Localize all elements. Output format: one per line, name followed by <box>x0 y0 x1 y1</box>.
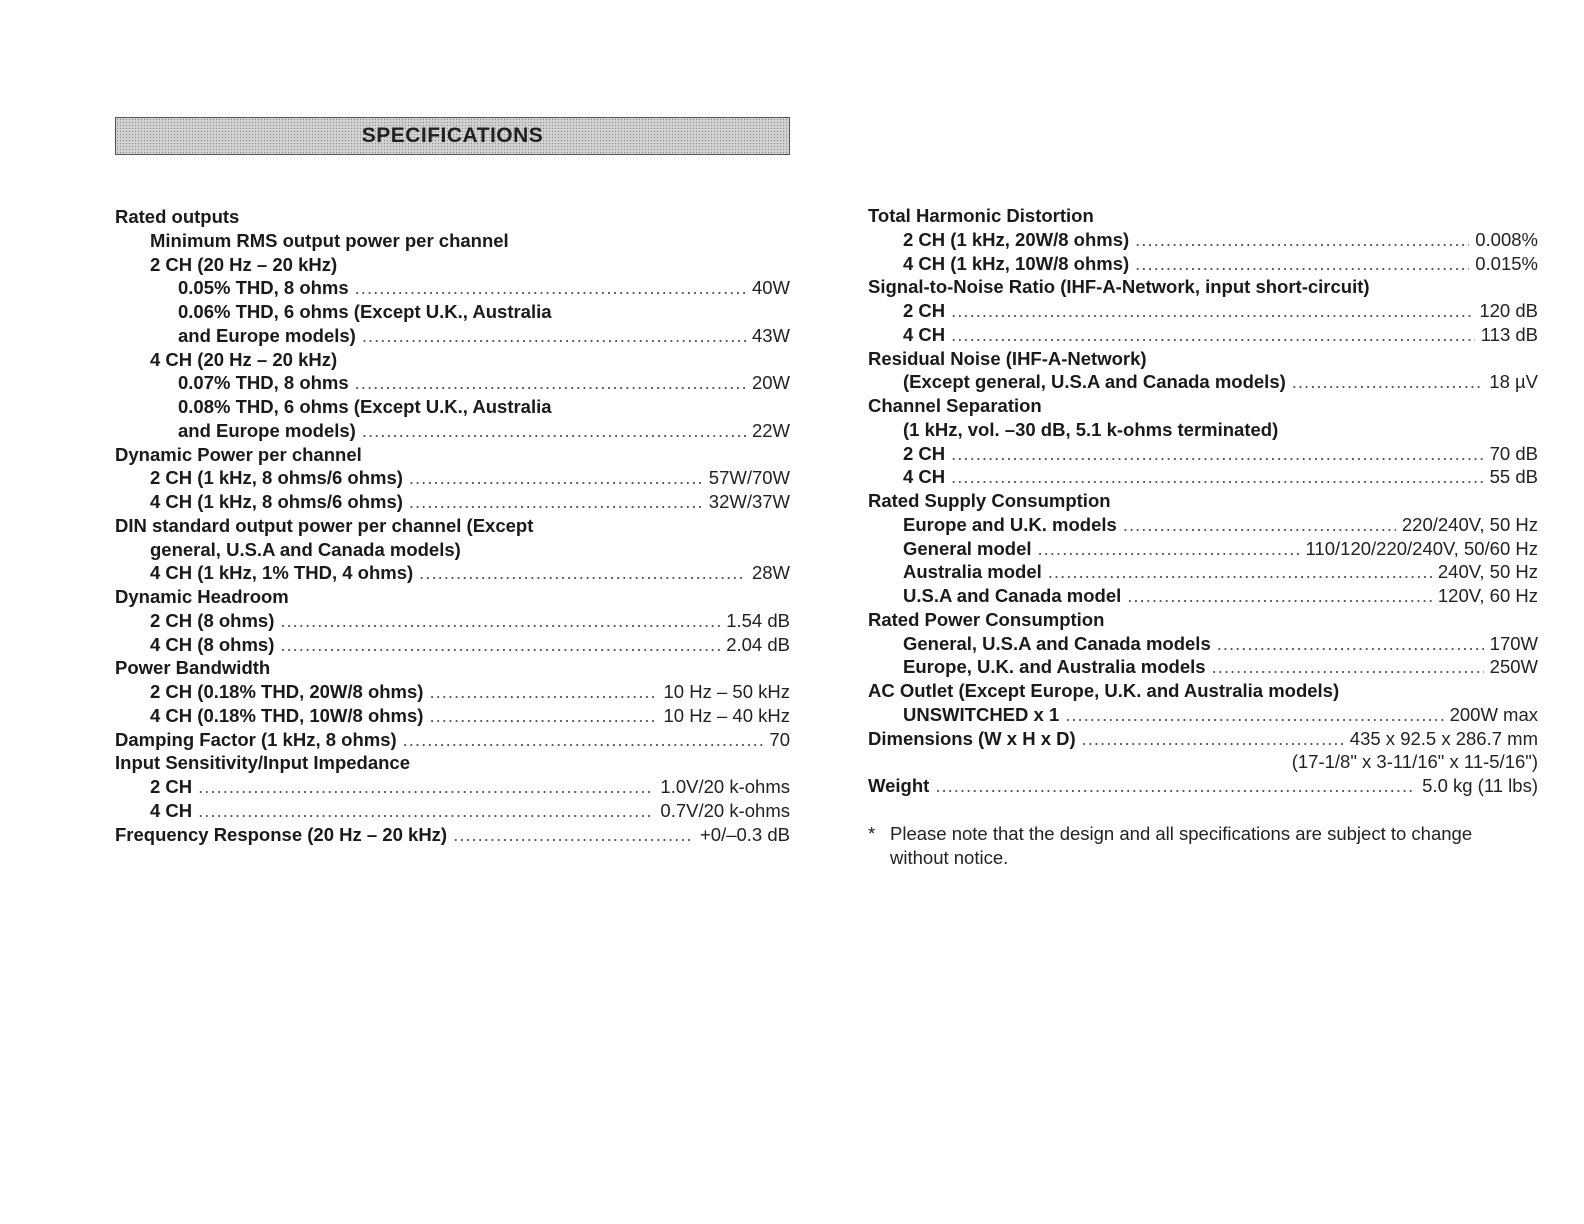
spec-row <box>115 823 790 847</box>
spec-label: Europe, U.K. and Australia models <box>903 656 1206 678</box>
leader-dots <box>355 371 746 395</box>
leader-dots <box>419 561 746 585</box>
spec-row <box>868 228 1538 252</box>
leader-dots <box>1065 703 1443 727</box>
leader-dots <box>1038 537 1300 561</box>
leader-dots <box>1123 513 1396 537</box>
leader-dots <box>951 442 1483 466</box>
leader-dots <box>198 799 654 823</box>
spec-value: 0.015% <box>1475 252 1538 274</box>
leader-dots <box>1135 228 1469 252</box>
spec-heading: Channel Separation <box>868 395 1042 416</box>
spec-label: Australia model <box>903 561 1042 583</box>
spec-value: 0.7V/20 k-ohms <box>660 799 790 821</box>
spec-value: 240V, 50 Hz <box>1437 561 1538 583</box>
spec-value: 200W max <box>1449 703 1538 725</box>
spec-heading: AC Outlet (Except Europe, U.K. and Australia models) <box>868 680 1340 701</box>
leader-dots <box>453 823 694 847</box>
spec-label: 2 CH (8 ohms) <box>150 609 275 631</box>
spec-value: 120V, 60 Hz <box>1437 585 1538 606</box>
spec-subheading: 0.08% THD, 6 ohms (Except U.K., Australia <box>178 396 552 417</box>
spec-row <box>868 655 1538 679</box>
spec-heading: Input Sensitivity/Input Impedance <box>115 752 411 774</box>
spec-value: 170W <box>1489 632 1538 654</box>
spec-value: 1.54 dB <box>726 609 790 631</box>
spec-heading: Rated Supply Consumption <box>868 490 1111 511</box>
spec-heading: Residual Noise (IHF-A-Network) <box>868 347 1147 369</box>
spec-label: 2 CH <box>903 300 946 321</box>
spec-heading: Rated Power Consumption <box>868 608 1105 630</box>
leader-dots <box>1048 560 1432 584</box>
spec-subheading: 0.06% THD, 6 ohms (Except U.K., Australia <box>178 301 552 322</box>
specs-right-column <box>868 204 1538 798</box>
leader-dots <box>355 276 746 300</box>
spec-value: 20W <box>751 372 790 394</box>
spec-value: 1.0V/20 k-ohms <box>660 776 790 797</box>
leader-dots <box>1082 727 1344 751</box>
spec-value: 43W <box>751 324 790 346</box>
spec-label: 4 CH <box>903 323 946 345</box>
leader-dots <box>280 609 720 633</box>
leader-dots <box>1212 655 1484 679</box>
spec-label: 4 CH (0.18% THD, 10W/8 ohms) <box>150 704 424 726</box>
leader-dots <box>409 490 703 514</box>
leader-dots <box>198 775 654 799</box>
leader-dots <box>935 774 1416 798</box>
spec-heading: DIN standard output power per channel (Except <box>115 514 534 536</box>
spec-value: 32W/37W <box>708 491 790 512</box>
spec-label: 4 CH <box>903 466 946 488</box>
spec-heading: Signal-to-Noise Ratio (IHF-A-Network, input short-circuit) <box>868 276 1370 298</box>
spec-row <box>868 703 1538 727</box>
spec-label: 2 CH (1 kHz, 8 ohms/6 ohms) <box>150 467 403 489</box>
footnote-text: Please note that the design and all specifications are subject to change without notice. <box>890 823 1473 868</box>
spec-heading-continued: general, U.S.A and Canada models) <box>150 538 461 560</box>
spec-label: and Europe models) <box>178 419 356 441</box>
footnote <box>868 822 1498 870</box>
footnote-marker: * <box>868 823 876 844</box>
spec-value: 0.008% <box>1475 228 1538 250</box>
leader-dots <box>1217 632 1484 656</box>
leader-dots <box>951 465 1483 489</box>
spec-row <box>868 370 1538 394</box>
spec-row <box>868 442 1538 466</box>
spec-row <box>115 728 790 752</box>
spec-row <box>115 775 790 799</box>
spec-label: Dimensions (W x H x D) <box>868 727 1076 749</box>
spec-label: 2 CH <box>903 442 946 464</box>
spec-row <box>115 799 790 823</box>
spec-label: Weight <box>868 775 930 796</box>
leader-dots <box>429 704 657 728</box>
spec-value: 10 Hz – 40 kHz <box>663 704 790 726</box>
spec-row <box>868 584 1538 608</box>
spec-value: 55 dB <box>1489 466 1538 488</box>
specifications-banner <box>115 117 790 155</box>
spec-label: 0.07% THD, 8 ohms <box>178 372 349 394</box>
spec-row <box>868 299 1538 323</box>
spec-value: 435 x 92.5 x 286.7 mm <box>1349 727 1538 749</box>
spec-value: 40W <box>751 277 790 299</box>
spec-label: Europe and U.K. models <box>903 513 1117 535</box>
spec-subheading: (1 kHz, vol. –30 dB, 5.1 k-ohms terminated) <box>903 418 1279 440</box>
spec-label: Frequency Response (20 Hz – 20 kHz) <box>115 823 448 845</box>
spec-value-continued <box>868 750 1538 774</box>
specs-left-column <box>115 205 790 846</box>
spec-label: U.S.A and Canada model <box>903 585 1122 606</box>
spec-row <box>868 727 1538 751</box>
spec-label: General model <box>903 537 1032 559</box>
spec-heading: Total Harmonic Distortion <box>868 205 1094 226</box>
spec-row <box>868 252 1538 276</box>
spec-row <box>115 324 790 348</box>
leader-dots <box>280 633 720 657</box>
spec-value: 70 dB <box>1489 442 1538 464</box>
spec-row <box>115 419 790 443</box>
spec-label: 2 CH <box>150 776 193 797</box>
spec-heading: Power Bandwidth <box>115 657 271 679</box>
spec-row <box>868 537 1538 561</box>
spec-value: 5.0 kg (11 lbs) <box>1422 775 1538 796</box>
spec-row <box>868 513 1538 537</box>
leader-dots <box>951 323 1475 347</box>
spec-value: (17-1/8" x 3-11/16" x 11-5/16") <box>1291 751 1538 773</box>
spec-row <box>115 276 790 300</box>
spec-label: General, U.S.A and Canada models <box>903 632 1211 654</box>
spec-value: 18 µV <box>1489 371 1538 393</box>
spec-heading: Dynamic Headroom <box>115 586 289 607</box>
spec-value: 250W <box>1489 656 1538 678</box>
spec-label: and Europe models) <box>178 324 356 346</box>
spec-row <box>868 632 1538 656</box>
spec-value: 57W/70W <box>708 467 790 489</box>
leader-dots <box>1127 584 1432 608</box>
spec-row <box>868 465 1538 489</box>
spec-label: 4 CH (1 kHz, 1% THD, 4 ohms) <box>150 562 414 584</box>
spec-value: 10 Hz – 50 kHz <box>663 681 790 702</box>
leader-dots <box>429 680 657 704</box>
spec-value: 110/120/220/240V, 50/60 Hz <box>1305 537 1538 559</box>
spec-row <box>115 490 790 514</box>
spec-label: 4 CH (1 kHz, 8 ohms/6 ohms) <box>150 491 403 512</box>
spec-value: 120 dB <box>1479 300 1538 321</box>
spec-row <box>115 371 790 395</box>
spec-label: 4 CH (8 ohms) <box>150 633 275 655</box>
spec-heading: Rated outputs <box>115 206 240 227</box>
spec-label: 2 CH (1 kHz, 20W/8 ohms) <box>903 228 1130 250</box>
spec-label: Damping Factor (1 kHz, 8 ohms) <box>115 728 397 750</box>
spec-subheading: 2 CH (20 Hz – 20 kHz) <box>150 253 338 275</box>
leader-dots <box>951 299 1473 323</box>
spec-value: 28W <box>751 562 790 584</box>
leader-dots <box>403 728 764 752</box>
leader-dots <box>1292 370 1484 394</box>
spec-label: 2 CH (0.18% THD, 20W/8 ohms) <box>150 681 424 702</box>
spec-value: 113 dB <box>1480 323 1538 345</box>
spec-row <box>868 560 1538 584</box>
spec-row <box>868 323 1538 347</box>
spec-row <box>115 466 790 490</box>
spec-row <box>868 774 1538 798</box>
spec-value: 2.04 dB <box>726 633 790 655</box>
spec-value: +0/–0.3 dB <box>699 823 790 845</box>
spec-label: 4 CH <box>150 799 193 821</box>
spec-subheading: Minimum RMS output power per channel <box>150 229 509 251</box>
leader-dots <box>362 324 746 348</box>
spec-row <box>115 704 790 728</box>
spec-label: 0.05% THD, 8 ohms <box>178 277 349 299</box>
spec-row <box>115 561 790 585</box>
spec-heading: Dynamic Power per channel <box>115 443 362 465</box>
spec-row <box>115 680 790 704</box>
page-title: SPECIFICATIONS <box>361 124 544 147</box>
spec-subheading: 4 CH (20 Hz – 20 kHz) <box>150 348 338 370</box>
spec-row <box>115 633 790 657</box>
leader-dots <box>362 419 746 443</box>
spec-value: 70 <box>769 728 790 750</box>
spec-row <box>115 609 790 633</box>
leader-dots <box>409 466 703 490</box>
spec-value: 220/240V, 50 Hz <box>1401 513 1538 535</box>
spec-label: (Except general, U.S.A and Canada models) <box>903 371 1286 393</box>
spec-label: 4 CH (1 kHz, 10W/8 ohms) <box>903 252 1130 274</box>
spec-value: 22W <box>751 419 790 441</box>
leader-dots <box>1135 252 1469 276</box>
spec-label: UNSWITCHED x 1 <box>903 703 1060 725</box>
